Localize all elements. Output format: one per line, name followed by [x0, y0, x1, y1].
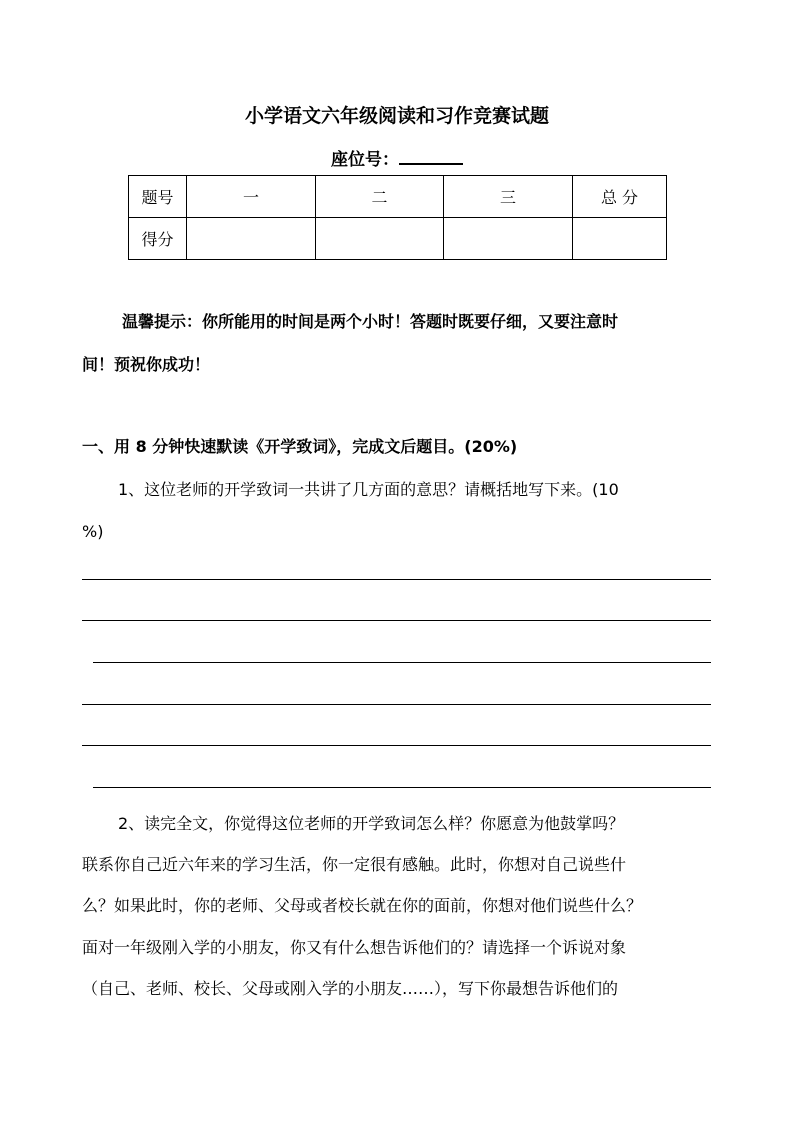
answer-line-2[interactable]	[82, 620, 711, 621]
tip-line-2: 间！预祝你成功！	[82, 355, 211, 374]
score-cell-part-2: 二	[316, 176, 444, 218]
score-cell-label-score: 得分	[129, 218, 187, 260]
question-1-line-1: 1、这位老师的开学致词一共讲了几方面的意思？请概括地写下来。(10	[118, 480, 619, 499]
question-2-line-4: 面对一年级刚入学的小朋友，你又有什么想告诉他们的？请选择一个诉说对象	[82, 938, 627, 957]
score-input-2[interactable]	[316, 218, 444, 260]
score-table-header-row	[129, 176, 667, 218]
answer-line-1[interactable]	[82, 579, 711, 580]
score-input-total[interactable]	[573, 218, 667, 260]
score-cell-label-number: 题号	[129, 176, 187, 218]
answer-line-5[interactable]	[82, 745, 711, 746]
answer-line-6[interactable]	[93, 787, 711, 788]
page-title: 小学语文六年级阅读和习作竞赛试题	[244, 105, 549, 127]
tip-line-1: 温馨提示：你所能用的时间是两个小时！答题时既要仔细，又要注意时	[122, 312, 619, 331]
answer-line-3[interactable]	[93, 662, 711, 663]
seat-label: 座位号：	[331, 150, 399, 170]
seat-blank[interactable]	[399, 149, 463, 165]
score-input-3[interactable]	[444, 218, 573, 260]
question-2-line-3: 么？如果此时，你的老师、父母或者校长就在你的面前，你想对他们说些什么？	[82, 896, 643, 915]
score-table	[128, 175, 667, 260]
score-table-score-row	[129, 218, 667, 260]
question-2-line-5: （自己、老师、校长、父母或刚入学的小朋友……），写下你最想告诉他们的	[82, 979, 619, 998]
score-cell-total: 总 分	[573, 176, 667, 218]
seat-number	[0, 145, 794, 170]
question-1-line-2: %)	[82, 522, 104, 541]
question-2-line-2: 联系你自己近六年来的学习生活，你一定很有感触。此时，你想对自己说些什	[82, 855, 627, 874]
section-1-heading: 一、用 8 分钟快速默读《开学致词》，完成文后题目。(20%)	[82, 437, 518, 456]
score-cell-part-3: 三	[444, 176, 573, 218]
score-input-1[interactable]	[187, 218, 316, 260]
answer-line-4[interactable]	[82, 704, 711, 705]
question-2-line-1: 2、读完全文，你觉得这位老师的开学致词怎么样？你愿意为他鼓掌吗？	[118, 814, 625, 833]
score-cell-part-1: 一	[187, 176, 316, 218]
